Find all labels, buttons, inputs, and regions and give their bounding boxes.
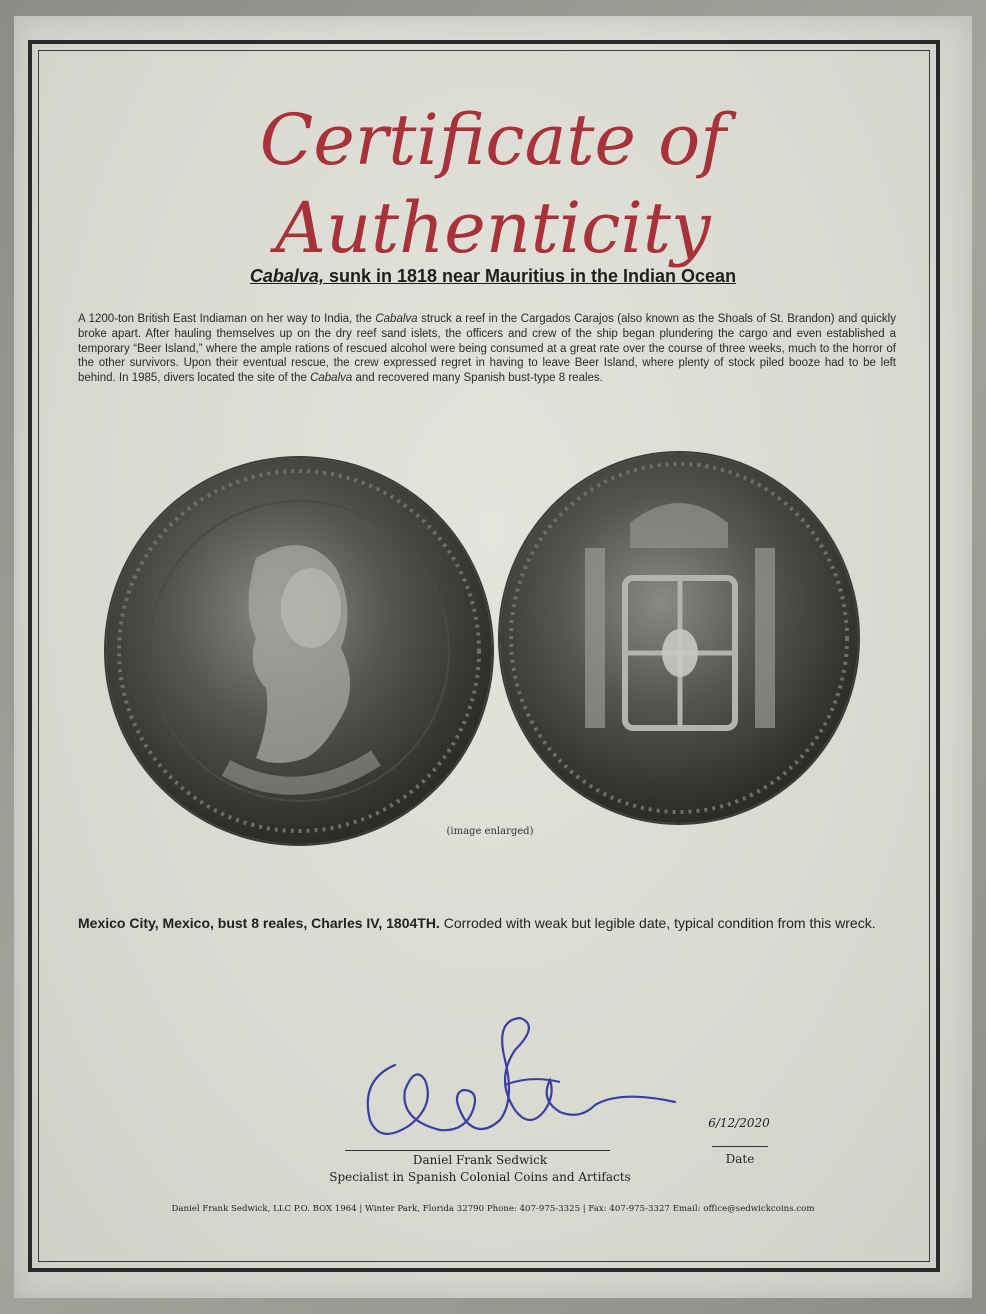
desc-text-3: and recovered many Spanish bust-type 8 reales. — [352, 372, 603, 385]
image-caption: (image enlarged) — [446, 826, 534, 837]
date-label: Date — [725, 1152, 755, 1166]
certificate-title-line1: Certificate of — [259, 99, 727, 181]
subtitle-text: sunk in 1818 near Mauritius in the Indian Ocean — [323, 266, 737, 286]
history-paragraph — [78, 312, 896, 386]
company-footer: Daniel Frank Sedwick, LLC P.O. BOX 1964 | Winter Park, Florida 32790 Phone: 407-975-3325 | Fax: 407-975-3327 Email: office@sedwickcoins.com — [171, 1204, 815, 1214]
coin-attribution: Mexico City, Mexico, bust 8 reales, Charles IV, 1804TH. — [78, 915, 440, 931]
signer-role: Specialist in Spanish Colonial Coins and Artifacts — [329, 1170, 631, 1184]
desc-text-2: struck a reef in the Cargados Carajos (also known as the Shoals of St. Brandon) and quickly broke apart. After hauling themselves up on the dry reef sand islets, the officers and crew of the ship began plundering the cargo and even established a temporary “Beer Island,” where the ample rations of rescued alcohol were being consumed at a great rate over the course of three weeks, much to the horror of the other survivors. Upon their eventual rescue, the crew expressed regret in having to leave Beer Island, where plenty of stock piled booze had to be left behind. In 1985, divers located the site of the — [78, 313, 896, 385]
bust-portrait-icon — [106, 458, 492, 844]
desc-ship-name: Cabalva — [375, 313, 418, 325]
coat-of-arms-icon — [500, 453, 858, 823]
desc-ship-name-2: Cabalva — [310, 372, 353, 385]
coin-obverse-image — [106, 458, 492, 844]
desc-text-1: A 1200-ton British East Indiaman on her way to India, the — [78, 313, 376, 325]
coin-condition: Corroded with weak but legible date, typical condition from this wreck. — [439, 915, 876, 931]
date-line — [712, 1146, 768, 1147]
signer-block — [300, 1152, 660, 1186]
signed-date: 6/12/2020 — [708, 1116, 770, 1130]
certificate-title-line2: Authenticity — [275, 187, 711, 269]
handwritten-signature-icon — [355, 1010, 685, 1150]
coin-description — [78, 914, 898, 933]
signer-name: Daniel Frank Sedwick — [412, 1153, 548, 1167]
ship-name: Cabalva, — [249, 266, 324, 286]
signature-line — [345, 1150, 610, 1151]
coin-reverse-image — [500, 453, 858, 823]
shipwreck-subtitle — [60, 266, 926, 287]
